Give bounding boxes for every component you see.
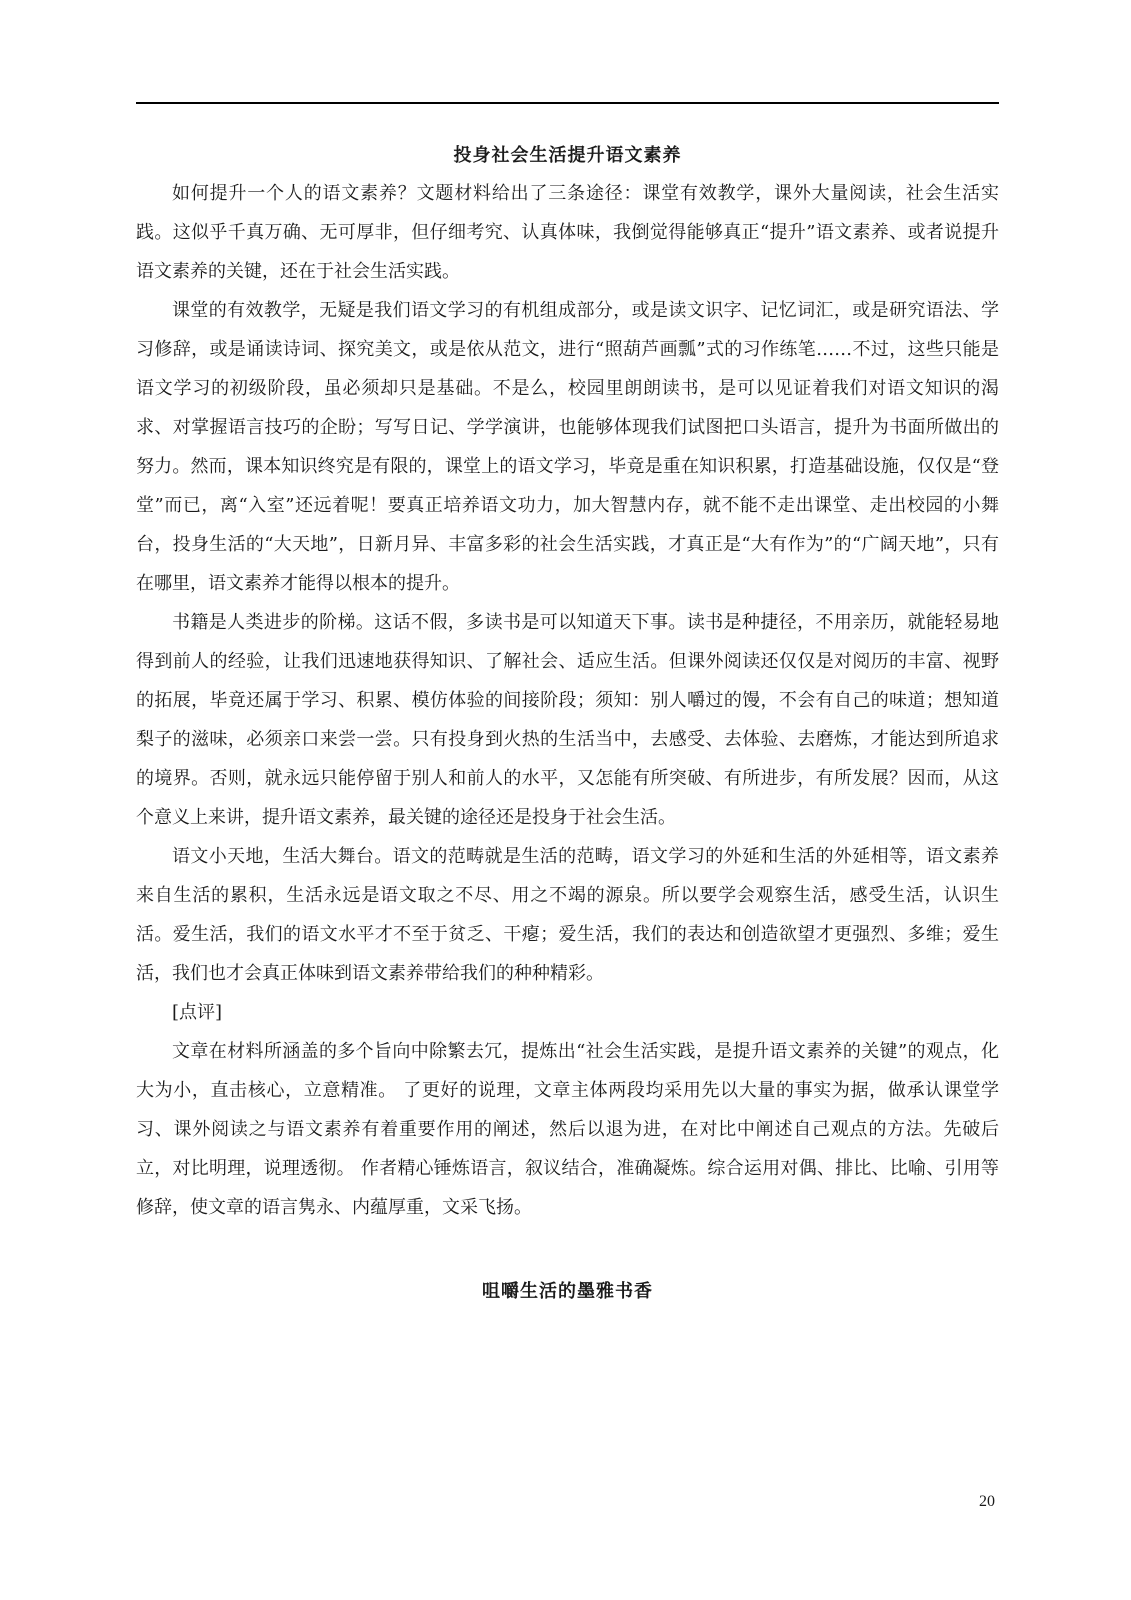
essay-paragraph-4: 语文小天地，生活大舞台。语文的范畴就是生活的范畴，语文学习的外延和生活的外延相等，语文素养来自生活的累积，生活永远是语文取之不尽、用之不竭的源泉。所以要学会观察生活，感受生活，认识生活。爱生活，我们的语文水平才不至于贫乏、干瘪；爱生活，我们的表达和创造欲望才更强烈、多维；爱生活，我们也才会真正体味到语文素养带给我们的种种精彩。	[136, 846, 999, 984]
essay-paragraph-3: 书籍是人类进步的阶梯。这话不假，多读书是可以知道天下事。读书是种捷径，不用亲历，就能轻易地得到前人的经验，让我们迅速地获得知识、了解社会、适应生活。但课外阅读还仅仅是对阅历的丰富、视野的拓展，毕竟还属于学习、积累、模仿体验的间接阶段；须知：别人嚼过的馒，不会有自己的味道；想知道梨子的滋味，必须亲口来尝一尝。只有投身到火热的生活当中，去感受、去体验、去磨炼，才能达到所追求的境界。否则，就永远只能停留于别人和前人的水平，又怎能有所突破、有所进步，有所发展？因而，从这个意义上来讲，提升语文素养，最关键的途径还是投身于社会生活。	[136, 612, 999, 828]
next-essay-title: 咀嚼生活的墨雅书香	[482, 1281, 653, 1302]
page-content	[136, 138, 999, 1310]
essay-paragraph-1: 如何提升一个人的语文素养？文题材料给出了三条途径：课堂有效教学，课外大量阅读，社会生活实践。这似乎千真万确、无可厚非，但仔细考究、认真体味，我倒觉得能够真正“提升”语文素养、或者说提升语文素养的关键，还在于社会生活实践。	[136, 183, 999, 282]
comment-label: [点评]	[172, 1002, 223, 1023]
comment-paragraph: 文章在材料所涵盖的多个旨向中除繁去冗，提炼出“社会生活实践，是提升语文素养的关键”的观点，化大为小，直击核心，立意精准。 了更好的说理，文章主体两段均采用先以大量的事实为据，做承认课堂学习、课外阅读之与语文素养有着重要作用的阐述，然后以退为进，在对比中阐述自己观点的方法。先破后立，对比明理，说理透彻。 作者精心锤炼语言，叙议结合，准确凝炼。综合运用对偶、排比、比喻、引用等修辞，使文章的语言隽永、内蕴厚重，文采飞扬。	[136, 1041, 999, 1218]
essay-title: 投身社会生活提升语文素养	[453, 145, 682, 166]
header-rule	[136, 102, 999, 104]
page-number: 20	[979, 1493, 995, 1510]
essay-paragraph-2: 课堂的有效教学，无疑是我们语文学习的有机组成部分，或是读文识字、记忆词汇，或是研究语法、学习修辞，或是诵读诗词、探究美文，或是依从范文，进行“照葫芦画瓢”式的习作练笔……不过，这些只能是语文学习的初级阶段，虽必须却只是基础。不是么，校园里朗朗读书，是可以见证着我们对语文知识的渴求、对掌握语言技巧的企盼；写写日记、学学演讲，也能够体现我们试图把口头语言，提升为书面所做出的努力。然而，课本知识终究是有限的，课堂上的语文学习，毕竟是重在知识积累，打造基础设施，仅仅是“登堂”而已，离“入室”还远着呢！要真正培养语文功力，加大智慧内存，就不能不走出课堂、走出校园的小舞台，投身生活的“大天地”，日新月异、丰富多彩的社会生活实践，才真正是“大有作为”的“广阔天地”，只有在哪里，语文素养才能得以根本的提升。	[136, 300, 999, 594]
